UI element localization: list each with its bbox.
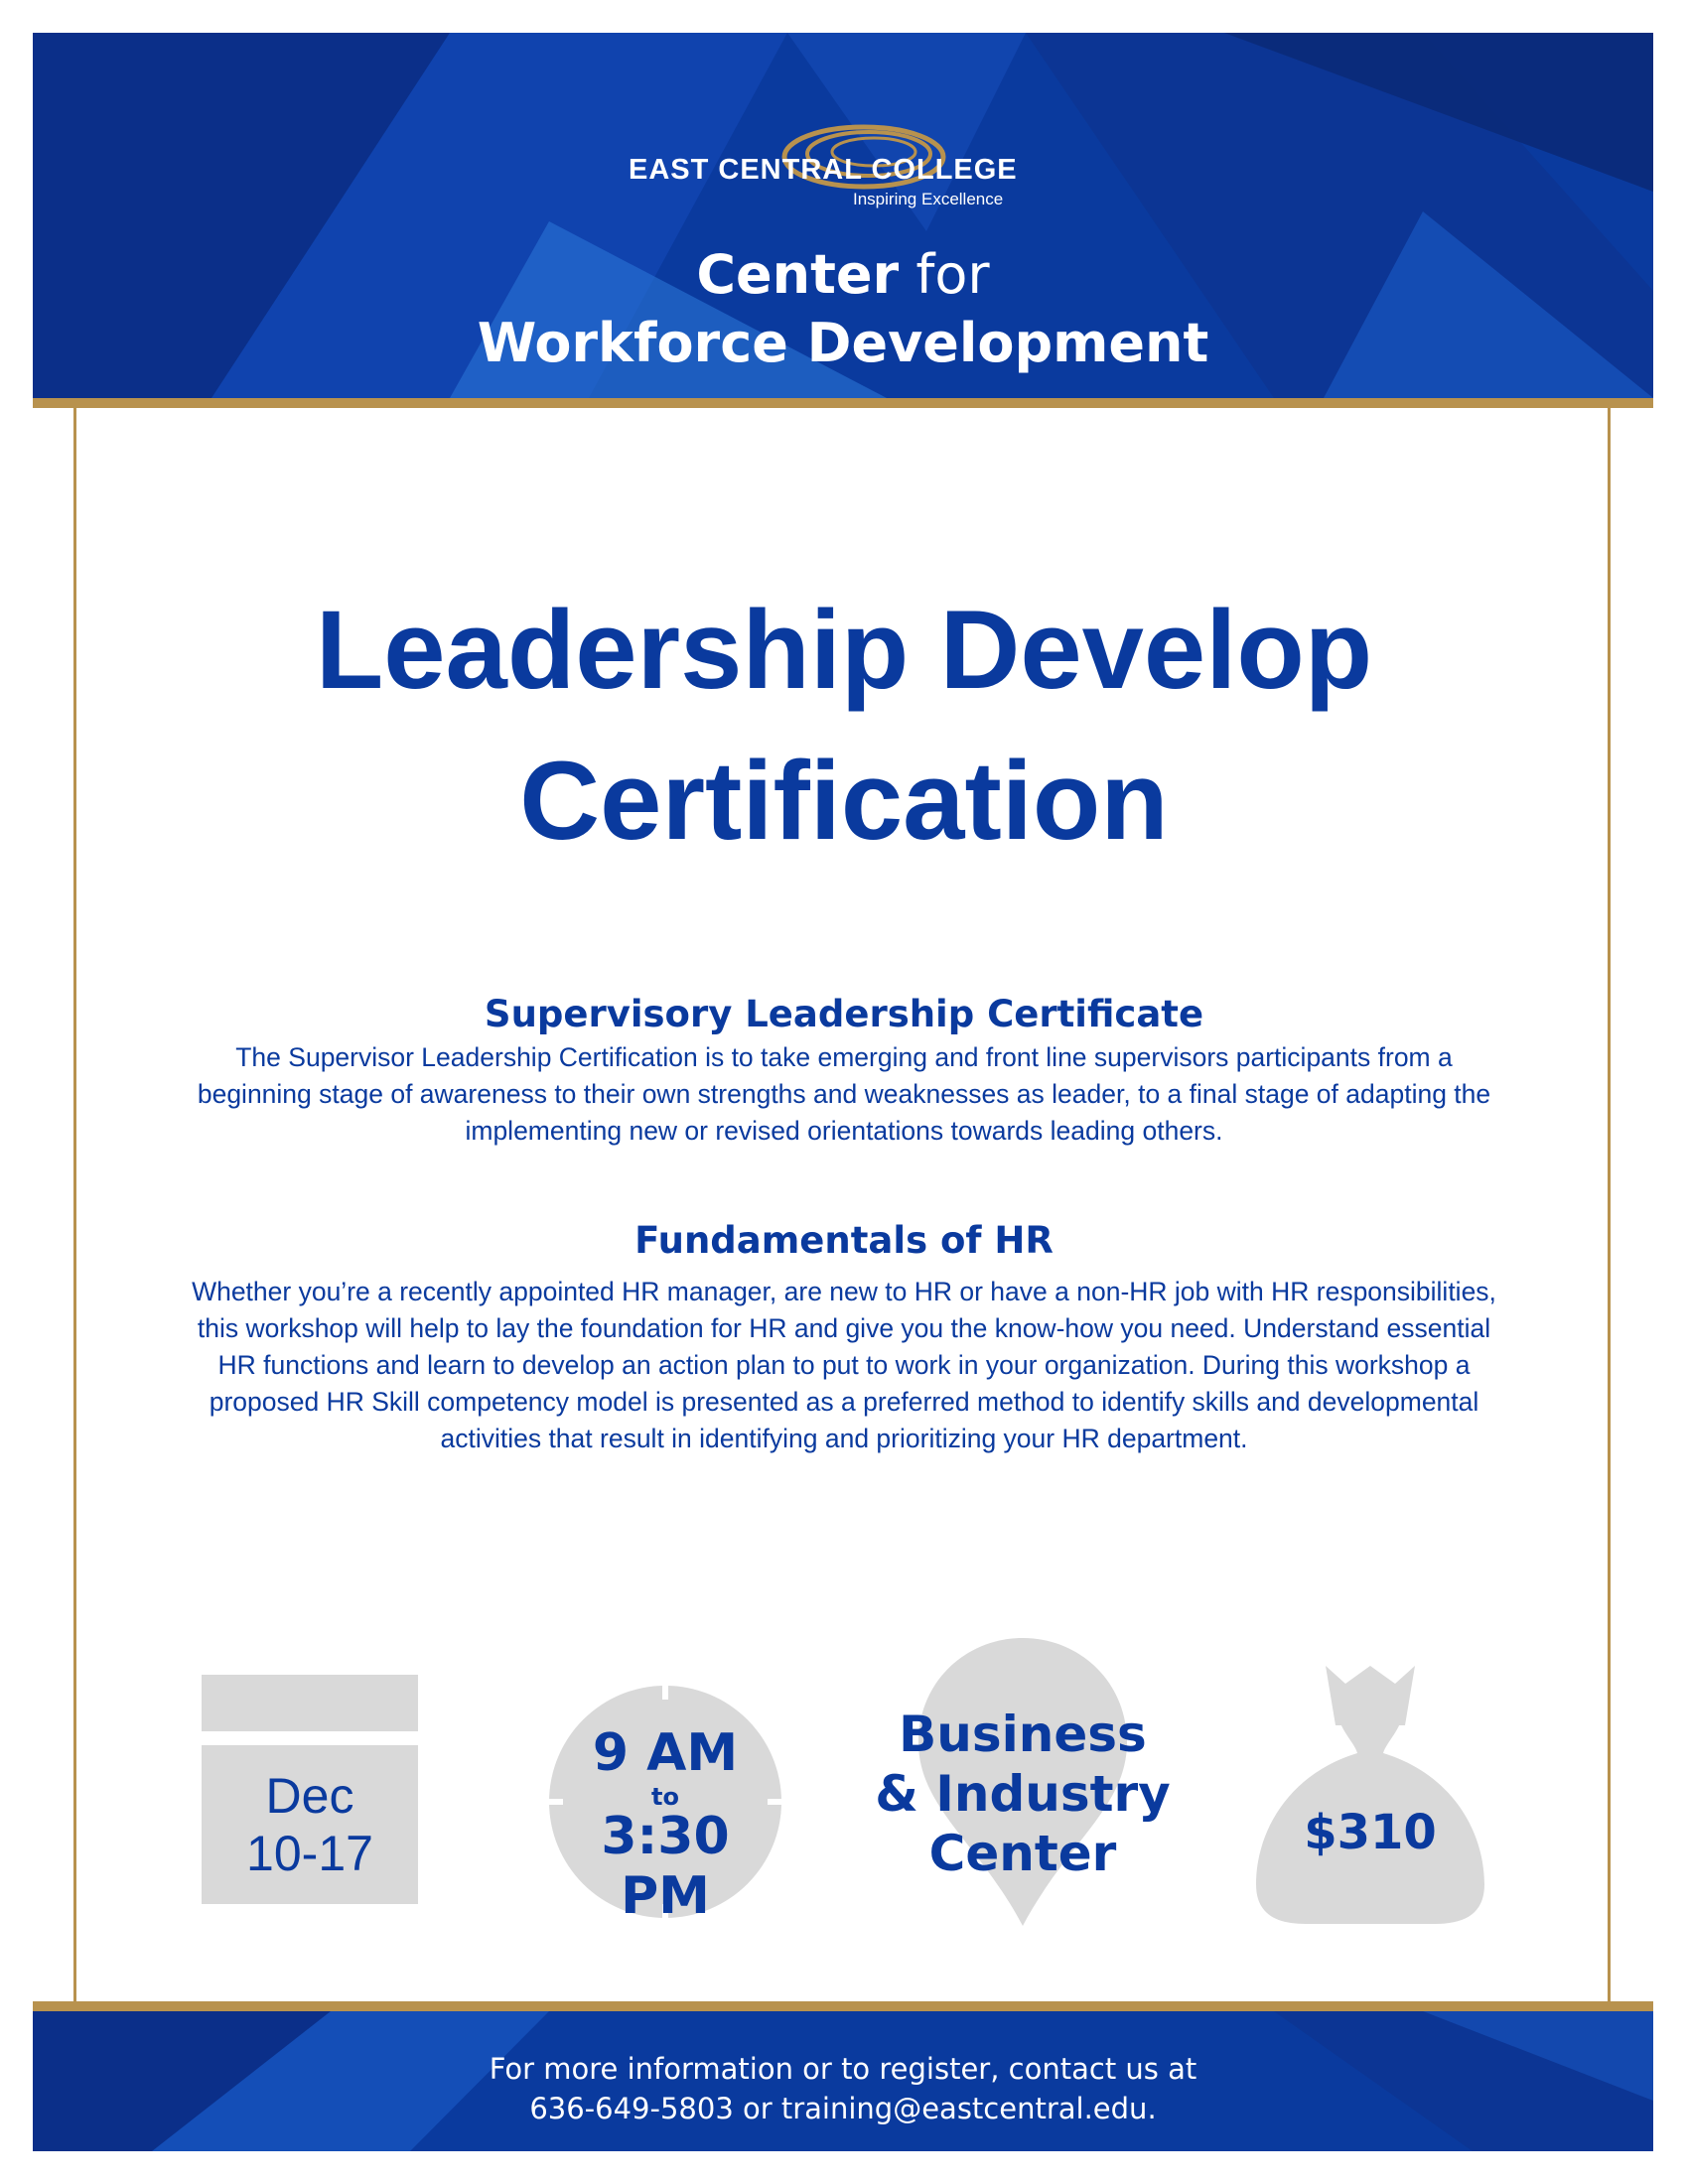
price-text: $310 (1304, 1805, 1437, 1860)
section-title-supervisory: Supervisory Leadership Certificate (484, 993, 1204, 1035)
center-title-line2: Workforce Development (477, 312, 1209, 374)
footer-line1: For more information or to register, contact us at (489, 2052, 1197, 2086)
footer-banner (33, 2011, 1653, 2151)
location-line1: Business (899, 1706, 1147, 1763)
money-bag-icon (1256, 1666, 1484, 1924)
time-to: to (651, 1783, 679, 1811)
date-block (202, 1745, 418, 1904)
gold-divider-top (33, 398, 1653, 408)
location-line2: & Industry (875, 1765, 1171, 1823)
location-line3: Center (928, 1825, 1117, 1882)
clock-icon (549, 1686, 781, 1926)
college-name: EAST CENTRAL COLLEGE (629, 154, 1018, 186)
main-title-line1: Leadership Develop (315, 588, 1373, 712)
time-end: 3:30 PM (601, 1807, 730, 1926)
section-title-hr: Fundamentals of HR (634, 1219, 1054, 1262)
section-body-hr: Whether you’re a recently appointed HR manager, are new to HR or have a non-HR job with HR responsibilities, this workshop will help to lay the foundation for HR and give you the know-how you need. Understand essential HR functions and learn to develop an action plan to put to work in your organization. During this workshop a proposed HR Skill competency model is presented as a preferred method to identify skills and developmental activities that result in identifying and prioritizing your HR department. (192, 1277, 1496, 1453)
location-text (854, 1705, 1192, 1883)
header-banner (33, 33, 1653, 398)
footer-contact: 636-649-5803 or training@eastcentral.edu. (529, 2092, 1157, 2125)
date-days: 10-17 (246, 1826, 373, 1881)
center-for: for (915, 243, 990, 306)
date-month: Dec (265, 1768, 354, 1824)
center-word: Center (696, 243, 900, 306)
college-tagline: Inspiring Excellence (853, 190, 1004, 208)
college-logo (33, 112, 1653, 211)
main-title-line2: Certification (519, 739, 1169, 863)
gold-divider-bottom (33, 2001, 1653, 2011)
time-start: 9 AM (592, 1723, 739, 1783)
center-title-line1 (33, 243, 1653, 307)
section-body-supervisory: The Supervisor Leadership Certification is to take emerging and front line supervisors participants from a beginning stage of awareness to their own strengths and weaknesses as leader, to a final stage of adapting the implementing new or revised orientations towards leading others. (197, 1042, 1491, 1146)
calendar-icon (202, 1675, 418, 1731)
